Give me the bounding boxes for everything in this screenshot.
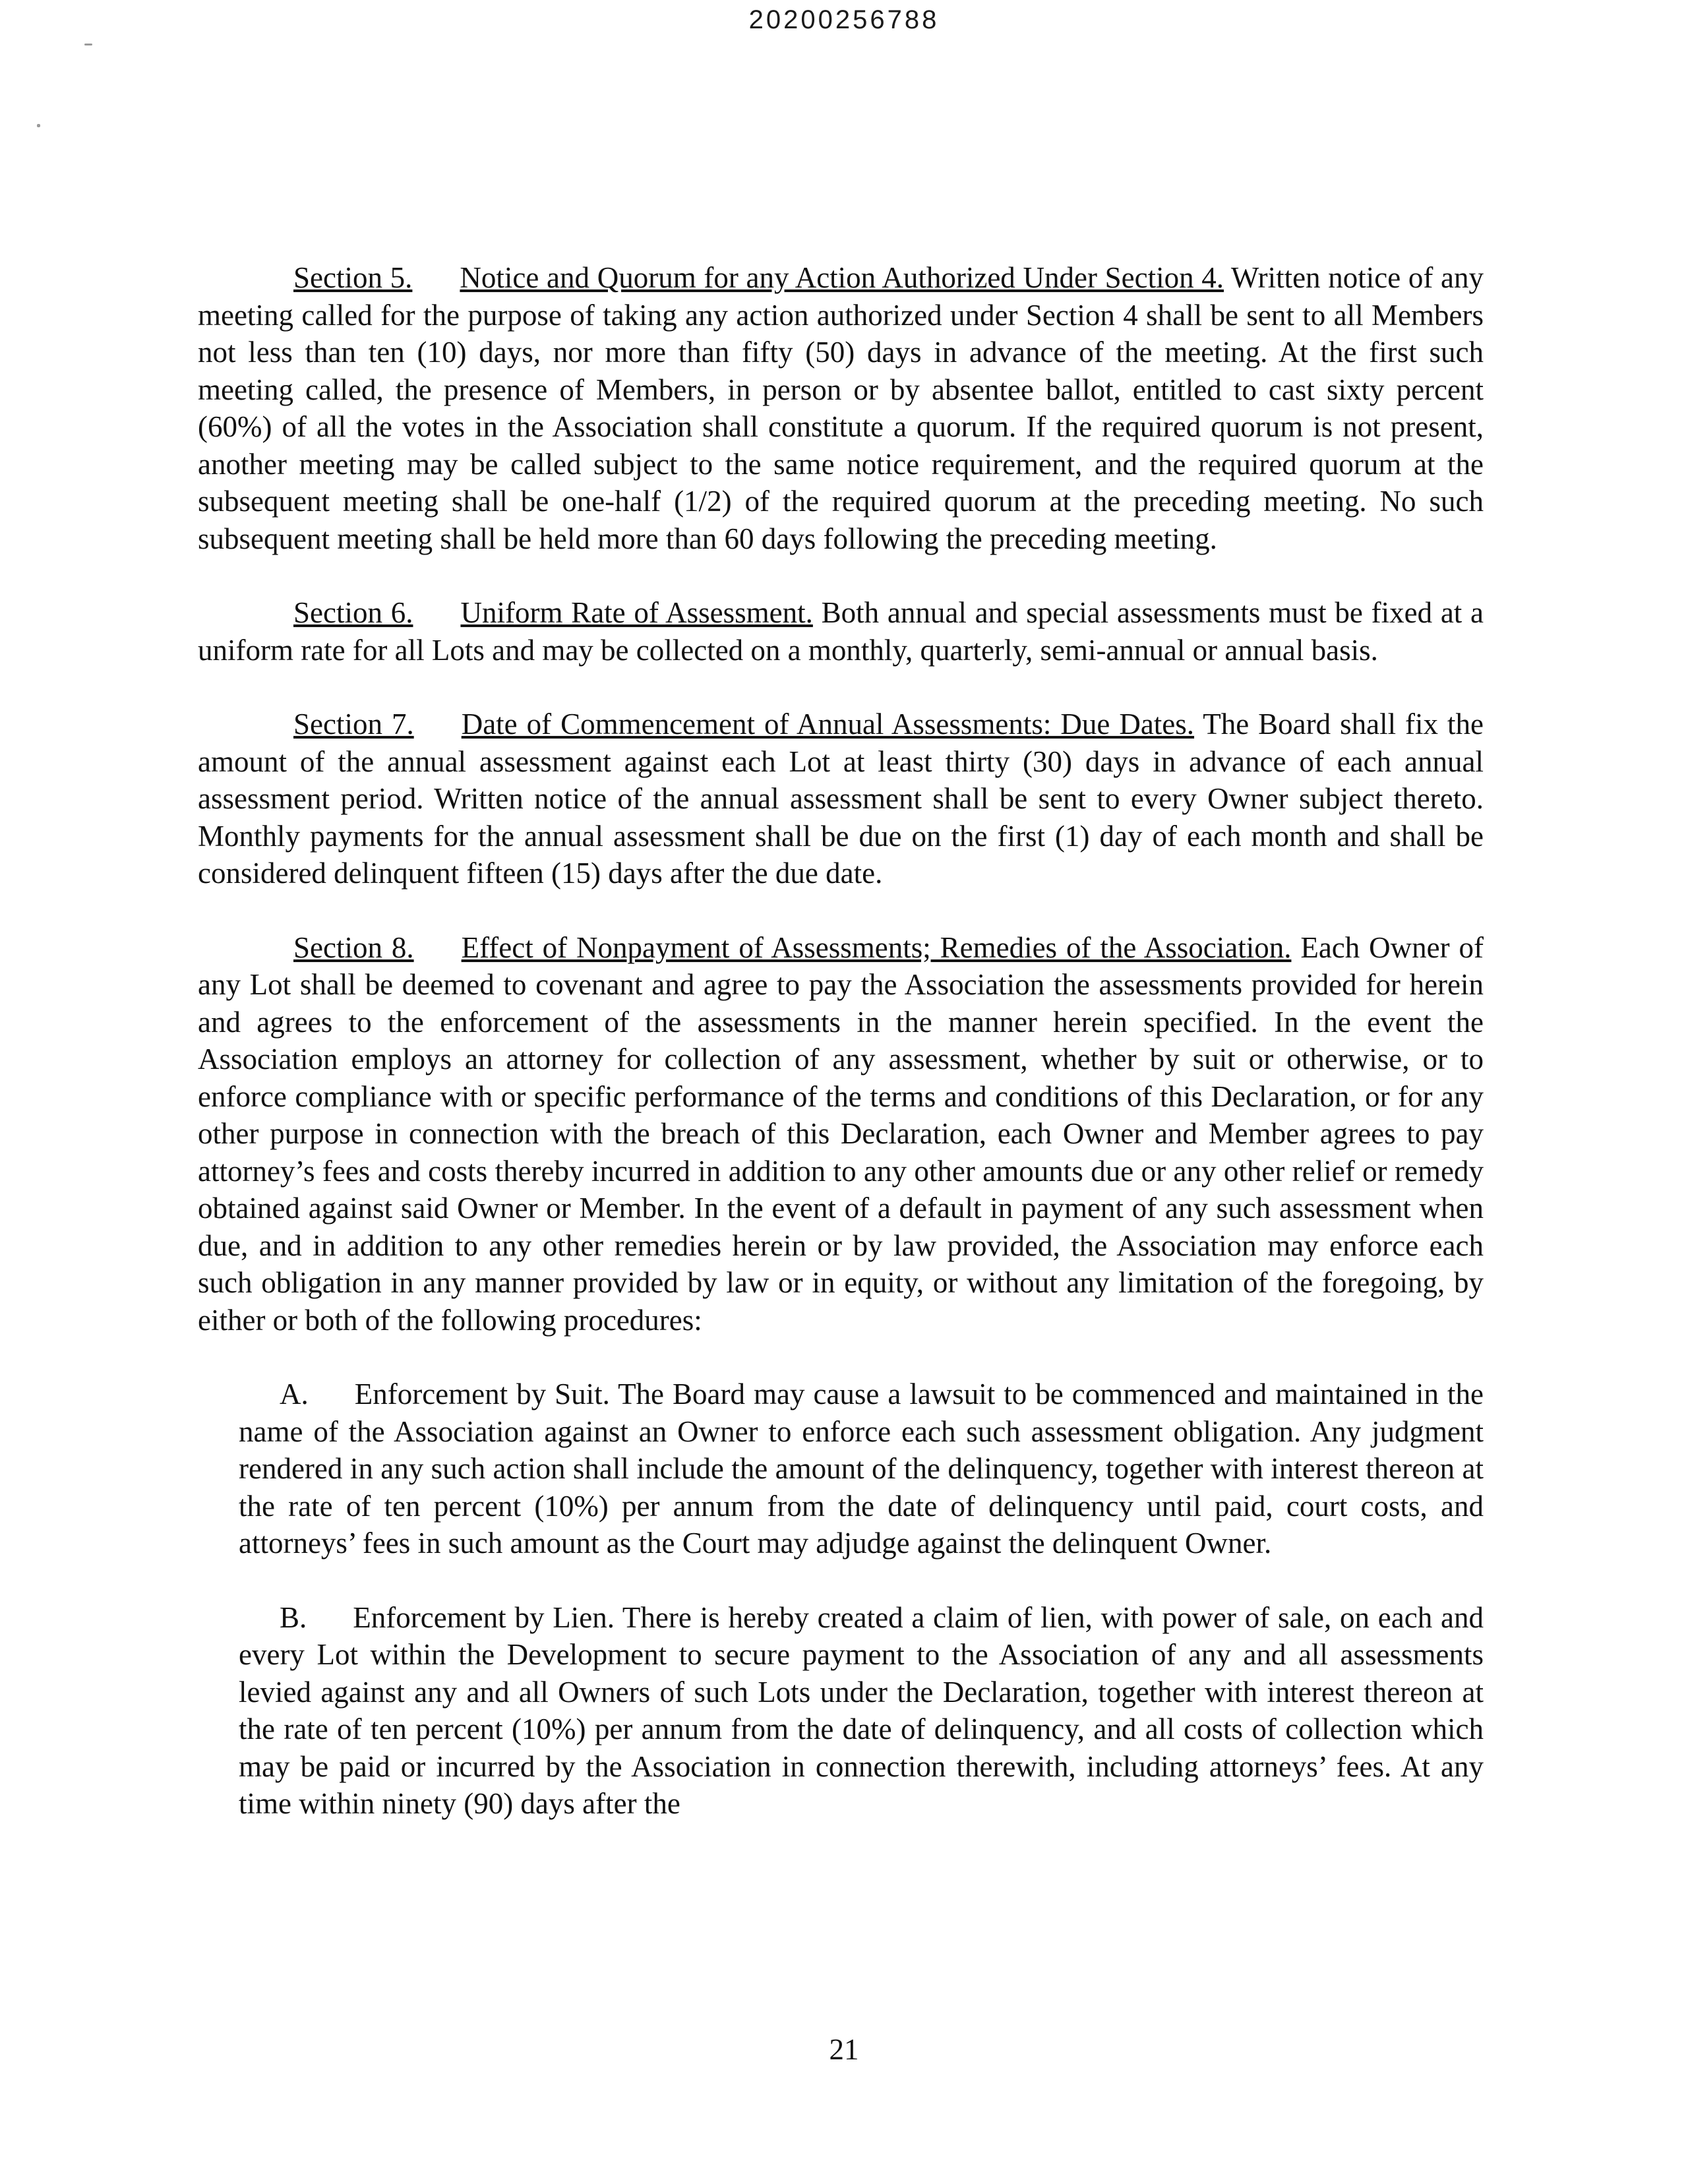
section-title: Effect of Nonpayment of Assessments; Remedies of the Association. — [461, 930, 1292, 964]
section-text: The Board shall fix the amount of the annual assessment against each Lot at least thirty (30) days in advance of each annual assessment period. Written notice of the annual assessment shall be sent to every Owner subject thereto. Monthly payments for the annual assessment shall be due on the first (1) day of each month and shall be considered delinquent fifteen (15) days after the due date. — [198, 708, 1484, 890]
document-body — [198, 259, 1484, 1860]
section-title: Date of Commencement of Annual Assessments: Due Dates. — [461, 708, 1195, 741]
subsection-b-paragraph — [239, 1599, 1484, 1823]
section-6-paragraph — [198, 594, 1484, 669]
section-number: Section 8. — [293, 930, 414, 964]
subsection-a-paragraph — [239, 1376, 1484, 1562]
section-text: Both annual and special assessments must be fixed at a uniform rate for all Lots and may be collected on a monthly, quarterly, semi-annual or annual basis. — [198, 596, 1484, 667]
document-number: 20200256788 — [748, 5, 940, 34]
section-number: Section 5. — [293, 261, 413, 294]
page-number: 21 — [829, 2033, 859, 2066]
scan-speck — [84, 44, 92, 46]
section-number: Section 7. — [293, 708, 414, 741]
section-title: Notice and Quorum for any Action Authorized Under Section 4. — [460, 261, 1224, 294]
subsection-text: Enforcement by Suit. The Board may cause a lawsuit to be commenced and maintained in the name of the Association against an Owner to enforce each such assessment obligation. Any judgment rendered in any such action shall include the amount of the delinquency, together with interest thereon at the rate of ten percent (10%) per annum from the date of delinquency until paid, court costs, and attorneys’ fees in such amount as the Court may adjudge against the delinquent Owner. — [239, 1378, 1484, 1560]
section-text: Written notice of any meeting called for the purpose of taking any action authorized under Section 4 shall be sent to all Members not less than ten (10) days, nor more than fifty (50) days in advance of the meeting. At the first such meeting called, the presence of Members, in person or by absentee ballot, entitled to cast sixty percent (60%) of all the votes in the Association shall constitute a quorum. If the required quorum is not present, another meeting may be called subject to the same notice requirement, and the required quorum at the subsequent meeting shall be one-half (1/2) of the required quorum at the preceding meeting. No such subsequent meeting shall be held more than 60 days following the preceding meeting. — [198, 261, 1484, 555]
section-text: Each Owner of any Lot shall be deemed to covenant and agree to pay the Association the assessments provided for herein and agrees to the enforcement of the assessments in the manner herein specified. In the event the Association employs an attorney for collection of any assessment, whether by suit or otherwise, or to enforce compliance with or specific performance of the terms and conditions of this Declaration, or for any other purpose in connection with the breach of this Declaration, each Owner and Member agrees to pay attorney’s fees and costs thereby incurred in addition to any other amounts due or any other relief or remedy obtained against said Owner or Member. In the event of a default in payment of any such assessment when due, and in addition to any other remedies herein or by law provided, the Association may enforce each such obligation in any manner provided by law or in equity, or without any limitation of the foregoing, by either or both of the following procedures: — [198, 930, 1484, 1337]
subsection-text: Enforcement by Lien. There is hereby created a claim of lien, with power of sale, on each and every Lot within the Development to secure payment to the Association of any and all assessments levied against any and all Owners of such Lots under the Declaration, together with interest thereon at the rate of ten percent (10%) per annum from the date of delinquency, and all costs of collection which may be paid or incurred by the Association in connection therewith, including attorneys’ fees. At any time within ninety (90) days after the — [239, 1600, 1484, 1820]
section-5-paragraph — [198, 259, 1484, 557]
scan-speck — [37, 124, 40, 127]
section-number: Section 6. — [293, 596, 413, 629]
section-8-paragraph — [198, 929, 1484, 1339]
section-title: Uniform Rate of Assessment. — [460, 596, 813, 629]
section-7-paragraph — [198, 706, 1484, 892]
subsection-letter: A. — [280, 1378, 309, 1410]
subsection-letter: B. — [280, 1600, 307, 1634]
